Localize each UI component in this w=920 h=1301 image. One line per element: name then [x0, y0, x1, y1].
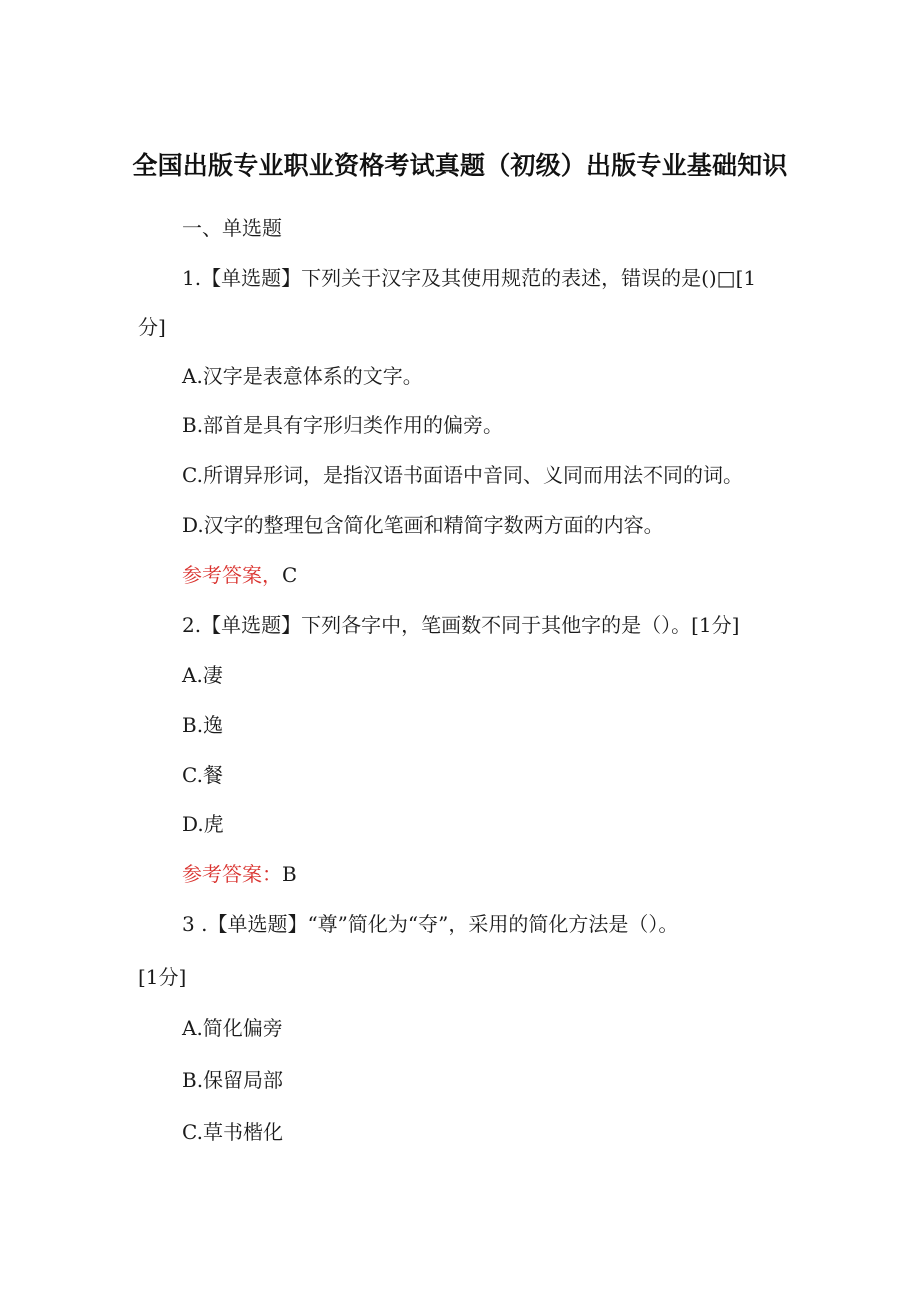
answer-value: B: [282, 862, 297, 886]
question-1-option-b: B.部首是具有字形归类作用的偏旁。: [182, 413, 504, 437]
answer-label: 参考答案：: [182, 862, 282, 886]
question-2-option-a: A.凄: [182, 663, 223, 687]
question-1-option-d: D.汉字的整理包含简化笔画和精简字数两方面的内容。: [182, 513, 664, 537]
question-3-option-b: B.保留局部: [182, 1068, 284, 1092]
question-1-option-c: C.所谓异形词，是指汉语书面语中音同、义同而用法不同的词。: [182, 463, 743, 487]
question-3-option-a: A.简化偏旁: [182, 1016, 283, 1040]
question-2-option-c: C.餐: [182, 763, 223, 787]
question-3-option-c: C.草书楷化: [182, 1120, 283, 1144]
question-2-answer: [182, 860, 297, 888]
answer-label: 参考答案，: [182, 563, 282, 587]
question-1-answer: [182, 561, 297, 589]
question-1-stem: 1.【单选题】下列关于汉字及其使用规范的表述，错误的是()□[1: [182, 266, 757, 290]
answer-value: C: [282, 563, 298, 587]
section-heading: 一、单选题: [182, 216, 282, 240]
question-1-option-a: A.汉字是表意体系的文字。: [182, 364, 423, 388]
question-3-stem-continued: [1分]: [138, 965, 187, 989]
document-title: 全国出版专业职业资格考试真题（初级）出版专业基础知识: [132, 151, 788, 180]
question-2-stem: 2.【单选题】下列各字中，笔画数不同于其他字的是（）。[1分]: [182, 613, 740, 637]
question-2-option-d: D.虎: [182, 812, 224, 836]
question-3-stem: 3 .【单选题】“尊”简化为“夺”，采用的简化方法是（）。: [182, 912, 679, 936]
question-1-stem-continued: 分]: [138, 315, 166, 339]
question-2-option-b: B.逸: [182, 713, 224, 737]
